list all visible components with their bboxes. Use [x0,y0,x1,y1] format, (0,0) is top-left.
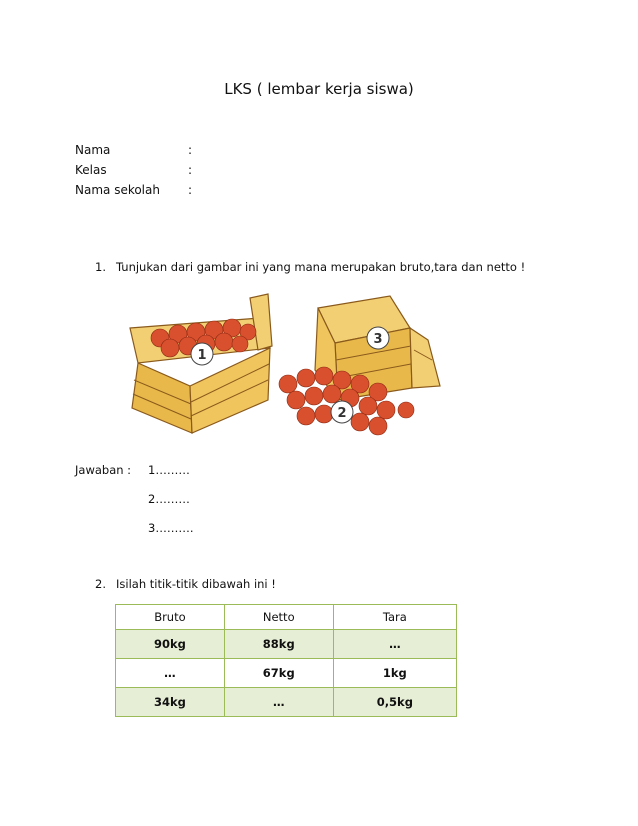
figure-label-3: 3 [373,332,383,347]
table-cell: 34kg [116,688,225,717]
table-cell: … [116,659,225,688]
identity-colon: : [188,163,193,177]
table-cell: 88kg [224,630,333,659]
page-title: LKS ( lembar kerja siswa) [224,80,414,98]
identity-colon: : [188,183,193,197]
table-cell: … [333,630,456,659]
answer-line-2: 2……… [148,492,190,506]
figure-label-2: 2 [337,406,347,421]
identity-label-kelas: Kelas [75,163,107,177]
crates-oranges-illustration [110,288,455,446]
question-2-text: Isilah titik-titik dibawah ini ! [116,577,276,591]
bruto-netto-tara-table [115,604,457,717]
table-row [116,688,457,717]
table-row [116,659,457,688]
question-1-number: 1. [95,260,106,274]
table-cell: 1kg [333,659,456,688]
figure-label-1: 1 [197,348,207,363]
table-header-cell: Bruto [116,605,225,630]
table-header-cell: Tara [333,605,456,630]
answer-line-3: 3………. [148,521,194,535]
table-cell: … [224,688,333,717]
table-cell: 67kg [224,659,333,688]
identity-colon: : [188,143,193,157]
table-row [116,630,457,659]
table-header-row [116,605,457,630]
question-2-number: 2. [95,577,106,591]
table-cell: 90kg [116,630,225,659]
crate-1 [130,294,272,433]
answer-line-1: 1……… [148,463,190,477]
identity-label-nama: Nama [75,143,111,157]
identity-label-nama-sekolah: Nama sekolah [75,183,160,197]
question-1-text: Tunjukan dari gambar ini yang mana merupakan bruto,tara dan netto ! [116,260,526,274]
table-cell: 0,5kg [333,688,456,717]
answer-label: Jawaban : [75,463,132,477]
table-header-cell: Netto [224,605,333,630]
